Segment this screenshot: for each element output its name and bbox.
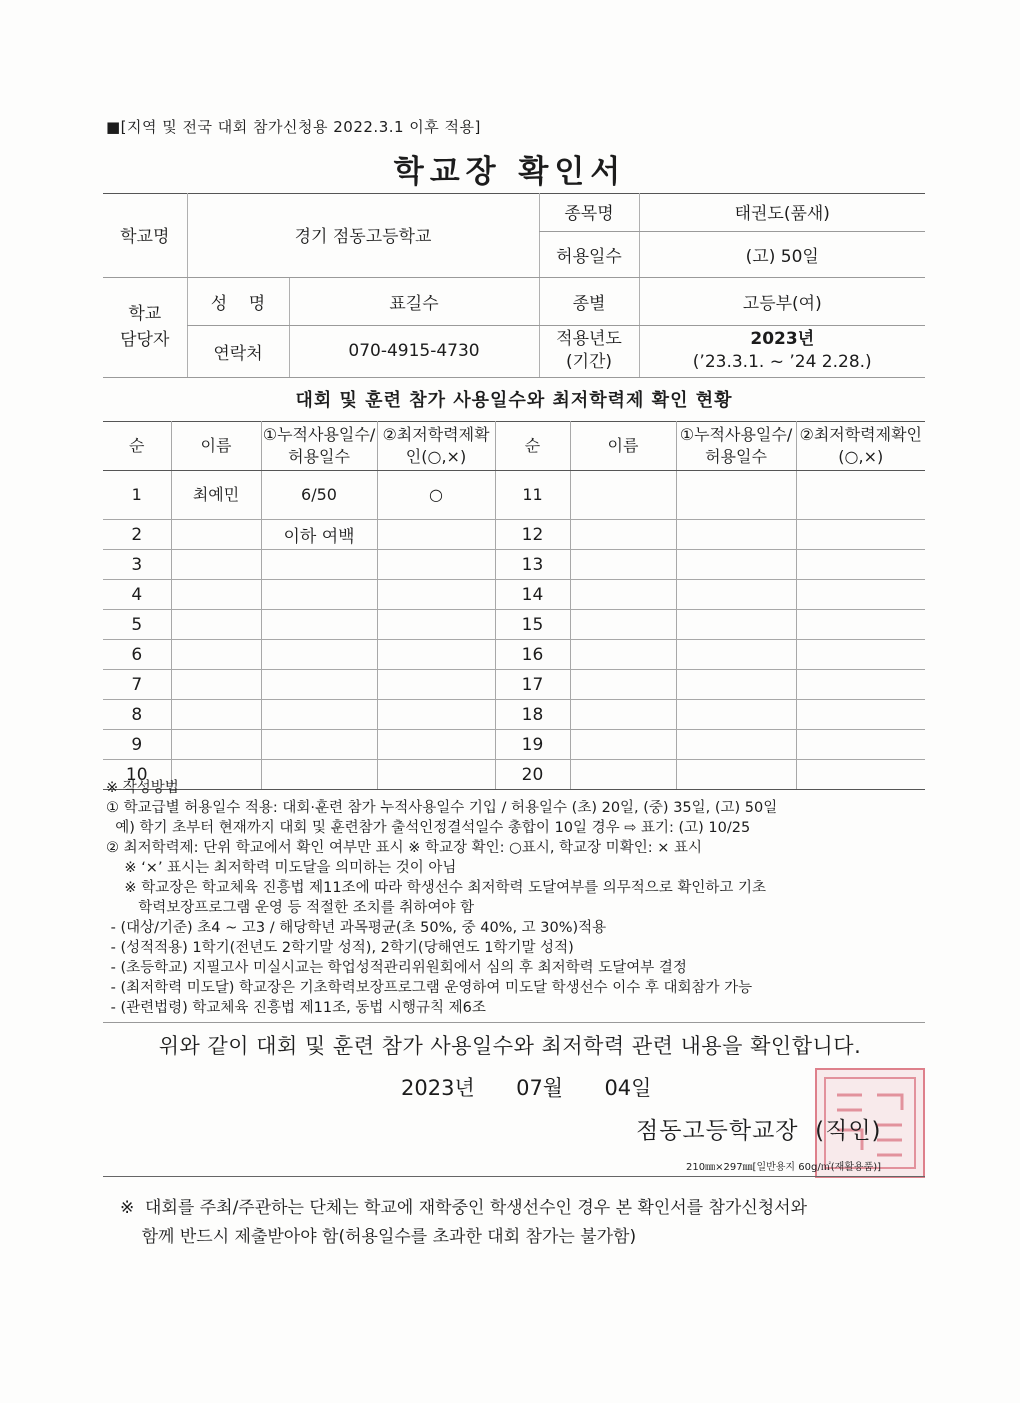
row-days (261, 580, 377, 610)
table-row (103, 550, 925, 580)
header-no: 순 (103, 422, 171, 471)
row-name (171, 610, 261, 640)
row-name-right (570, 730, 676, 760)
row-no: 4 (103, 580, 171, 610)
row-days (261, 730, 377, 760)
row-days-right (676, 520, 796, 550)
section-title: 대회 및 훈련 참가 사용일수와 최저학력제 확인 현황 (295, 390, 733, 411)
row-name-right (570, 520, 676, 550)
header-no-right: 순 (495, 422, 570, 471)
row-days (261, 550, 377, 580)
row-days-right (676, 640, 796, 670)
instruction-line: - (대상/기준) 초4 ~ 고3 / 해당학년 과목평균(초 50%, 중 40%, 고 30%)적용 (106, 920, 607, 936)
phone-label: 연락처 (187, 325, 289, 377)
period-text: (’23.3.1. ~ ’24 2.28.) (692, 352, 872, 372)
allowed-days-value: (고) 50일 (639, 231, 925, 277)
row-name (171, 520, 261, 550)
name-value: 표길수 (289, 277, 539, 325)
row-no-right: 14 (495, 580, 570, 610)
row-check-right (796, 640, 925, 670)
instruction-line: - (성적적용) 1학기(전년도 2학기말 성적), 2학기(당해연도 1학기말 성적) (106, 940, 574, 956)
writing-instructions (106, 778, 926, 1018)
row-no-right: 19 (495, 730, 570, 760)
row-days: 이하 여백 (261, 520, 377, 550)
year-label-line2: (기간) (565, 352, 613, 372)
row-days (261, 670, 377, 700)
division-label: 종별 (539, 277, 639, 325)
row-check (377, 610, 495, 640)
issue-date: 2023년 07월 04일 (401, 1076, 652, 1100)
header-name-right: 이름 (570, 422, 676, 471)
row-no: 6 (103, 640, 171, 670)
row-name-right (570, 700, 676, 730)
paper-spec: 210㎜×297㎜[일반용지 60g/㎡(재활용품)] (686, 1162, 882, 1173)
row-days-right (676, 580, 796, 610)
table-row (103, 471, 925, 520)
header-check: ②최저학력제확인(○,×) (377, 422, 495, 471)
row-check (377, 670, 495, 700)
row-days (261, 700, 377, 730)
footer-note (120, 1194, 807, 1252)
row-check-right (796, 471, 925, 520)
usage-table (103, 421, 925, 790)
instruction-line: ※ ‘×’ 표시는 최저학력 미도달을 의미하는 것이 아님 (106, 860, 457, 876)
row-check (377, 520, 495, 550)
row-no-right: 15 (495, 610, 570, 640)
confirm-statement: 위와 같이 대회 및 훈련 참가 사용일수와 최저학력 관련 내용을 확인합니다. (158, 1034, 862, 1058)
row-no: 7 (103, 670, 171, 700)
instruction-line: ① 학교급별 허용일수 적용: 대회·훈련 참가 누적사용일수 기입 / 허용일수 (초) 20일, (중) 35일, (고) 50일 (106, 800, 778, 816)
instruction-line: ※ 학교장은 학교체육 진흥법 제11조에 따라 학생선수 최저학력 도달여부를 의무적으로 확인하고 기초 (106, 880, 767, 896)
instruction-line: ※ 작성방법 (106, 780, 179, 796)
info-table (103, 193, 925, 378)
table-row (103, 640, 925, 670)
page-title: 학교장 확인서 (393, 154, 627, 190)
row-name-right (570, 610, 676, 640)
row-name (171, 640, 261, 670)
row-no: 8 (103, 700, 171, 730)
row-no: 2 (103, 520, 171, 550)
row-check: ○ (377, 471, 495, 520)
row-name-right (570, 580, 676, 610)
school-name-value: 경기 점동고등학교 (187, 193, 539, 277)
row-no: 1 (103, 471, 171, 520)
year-label (539, 325, 639, 377)
header-check-right: ②최저학력제확인(○,×) (796, 422, 925, 471)
row-no-right: 20 (495, 760, 570, 790)
row-name (171, 580, 261, 610)
footer-line-2: 함께 반드시 제출받아야 함(허용일수를 초과한 대회 참가는 불가함) (120, 1227, 637, 1247)
row-name-right (570, 640, 676, 670)
row-check (377, 640, 495, 670)
header-name: 이름 (171, 422, 261, 471)
table-row (103, 700, 925, 730)
year-text: 2023년 (750, 329, 815, 349)
year-label-line1: 적용년도 (556, 329, 622, 349)
table-row (103, 730, 925, 760)
row-days: 6/50 (261, 471, 377, 520)
row-no-right: 16 (495, 640, 570, 670)
contact-person-label-line1: 학교 (128, 304, 162, 324)
row-no: 9 (103, 730, 171, 760)
row-no-right: 18 (495, 700, 570, 730)
phone-value: 070-4915-4730 (289, 325, 539, 377)
notes-rule (103, 1022, 925, 1023)
allowed-days-label: 허용일수 (539, 231, 639, 277)
footer-rule (103, 1176, 925, 1177)
row-name-right (570, 670, 676, 700)
header-note: ■[지역 및 전국 대회 참가신청용 2022.3.1 이후 적용] (106, 118, 481, 136)
row-check (377, 730, 495, 760)
row-days-right (676, 670, 796, 700)
instruction-line: ② 최저학력제: 단위 학교에서 확인 여부만 표시 ※ 학교장 확인: ○표시, 학교장 미확인: × 표시 (106, 840, 702, 856)
row-no-right: 11 (495, 471, 570, 520)
row-days-right (676, 610, 796, 640)
row-check-right (796, 610, 925, 640)
instruction-line: - (관련법령) 학교체육 진흥법 제11조, 동법 시행규칙 제6조 (106, 1000, 486, 1016)
row-check-right (796, 670, 925, 700)
row-days (261, 610, 377, 640)
header-days: ①누적사용일수/허용일수 (261, 422, 377, 471)
row-check-right (796, 580, 925, 610)
row-name (171, 730, 261, 760)
contact-person-label-line2: 담당자 (120, 330, 170, 350)
event-value: 태권도(품새) (639, 193, 925, 231)
school-name-label: 학교명 (103, 193, 187, 277)
row-name: 최예민 (171, 471, 261, 520)
row-check-right (796, 550, 925, 580)
table-row (103, 580, 925, 610)
instruction-line: 예) 학기 초부터 현재까지 대회 및 훈련참가 출석인정결석일수 총합이 10일 경우 ⇨ 표기: (고) 10/25 (106, 820, 751, 836)
row-no-right: 17 (495, 670, 570, 700)
instruction-line: - (최저학력 미도달) 학교장은 기초학력보장프로그램 운영하여 미도달 학생선수 이수 후 대회참가 가능 (106, 980, 753, 996)
row-days-right (676, 550, 796, 580)
row-name (171, 670, 261, 700)
event-label: 종목명 (539, 193, 639, 231)
contact-person-label (103, 277, 187, 377)
instruction-line: 학력보장프로그램 운영 등 적절한 조치를 취하여야 함 (106, 900, 475, 916)
row-check (377, 700, 495, 730)
row-no-right: 12 (495, 520, 570, 550)
row-name (171, 700, 261, 730)
row-check (377, 550, 495, 580)
row-no: 10 (103, 760, 171, 790)
row-name (171, 550, 261, 580)
year-value (639, 325, 925, 377)
instruction-line: - (초등학교) 지필고사 미실시교는 학업성적관리위원회에서 심의 후 최저학력 도달여부 결정 (106, 960, 687, 976)
row-days (261, 640, 377, 670)
row-no-right: 13 (495, 550, 570, 580)
row-check-right (796, 700, 925, 730)
row-name-right (570, 550, 676, 580)
table-row (103, 610, 925, 640)
row-days-right (676, 700, 796, 730)
row-days-right (676, 730, 796, 760)
row-check-right (796, 520, 925, 550)
row-check-right (796, 730, 925, 760)
usage-table-header (103, 422, 925, 471)
row-name-right (570, 471, 676, 520)
table-row (103, 670, 925, 700)
name-label: 성 명 (187, 277, 289, 325)
row-days-right (676, 471, 796, 520)
row-no: 3 (103, 550, 171, 580)
division-value: 고등부(여) (639, 277, 925, 325)
footer-line-1: ※ 대회를 주최/주관하는 단체는 학교에 재학중인 학생선수인 경우 본 확인서를 참가신청서와 (120, 1198, 808, 1218)
row-check (377, 580, 495, 610)
row-no: 5 (103, 610, 171, 640)
table-row (103, 520, 925, 550)
header-days-right: ①누적사용일수/허용일수 (676, 422, 796, 471)
principal-signature: 점동고등학교장 (직인) (636, 1118, 882, 1144)
